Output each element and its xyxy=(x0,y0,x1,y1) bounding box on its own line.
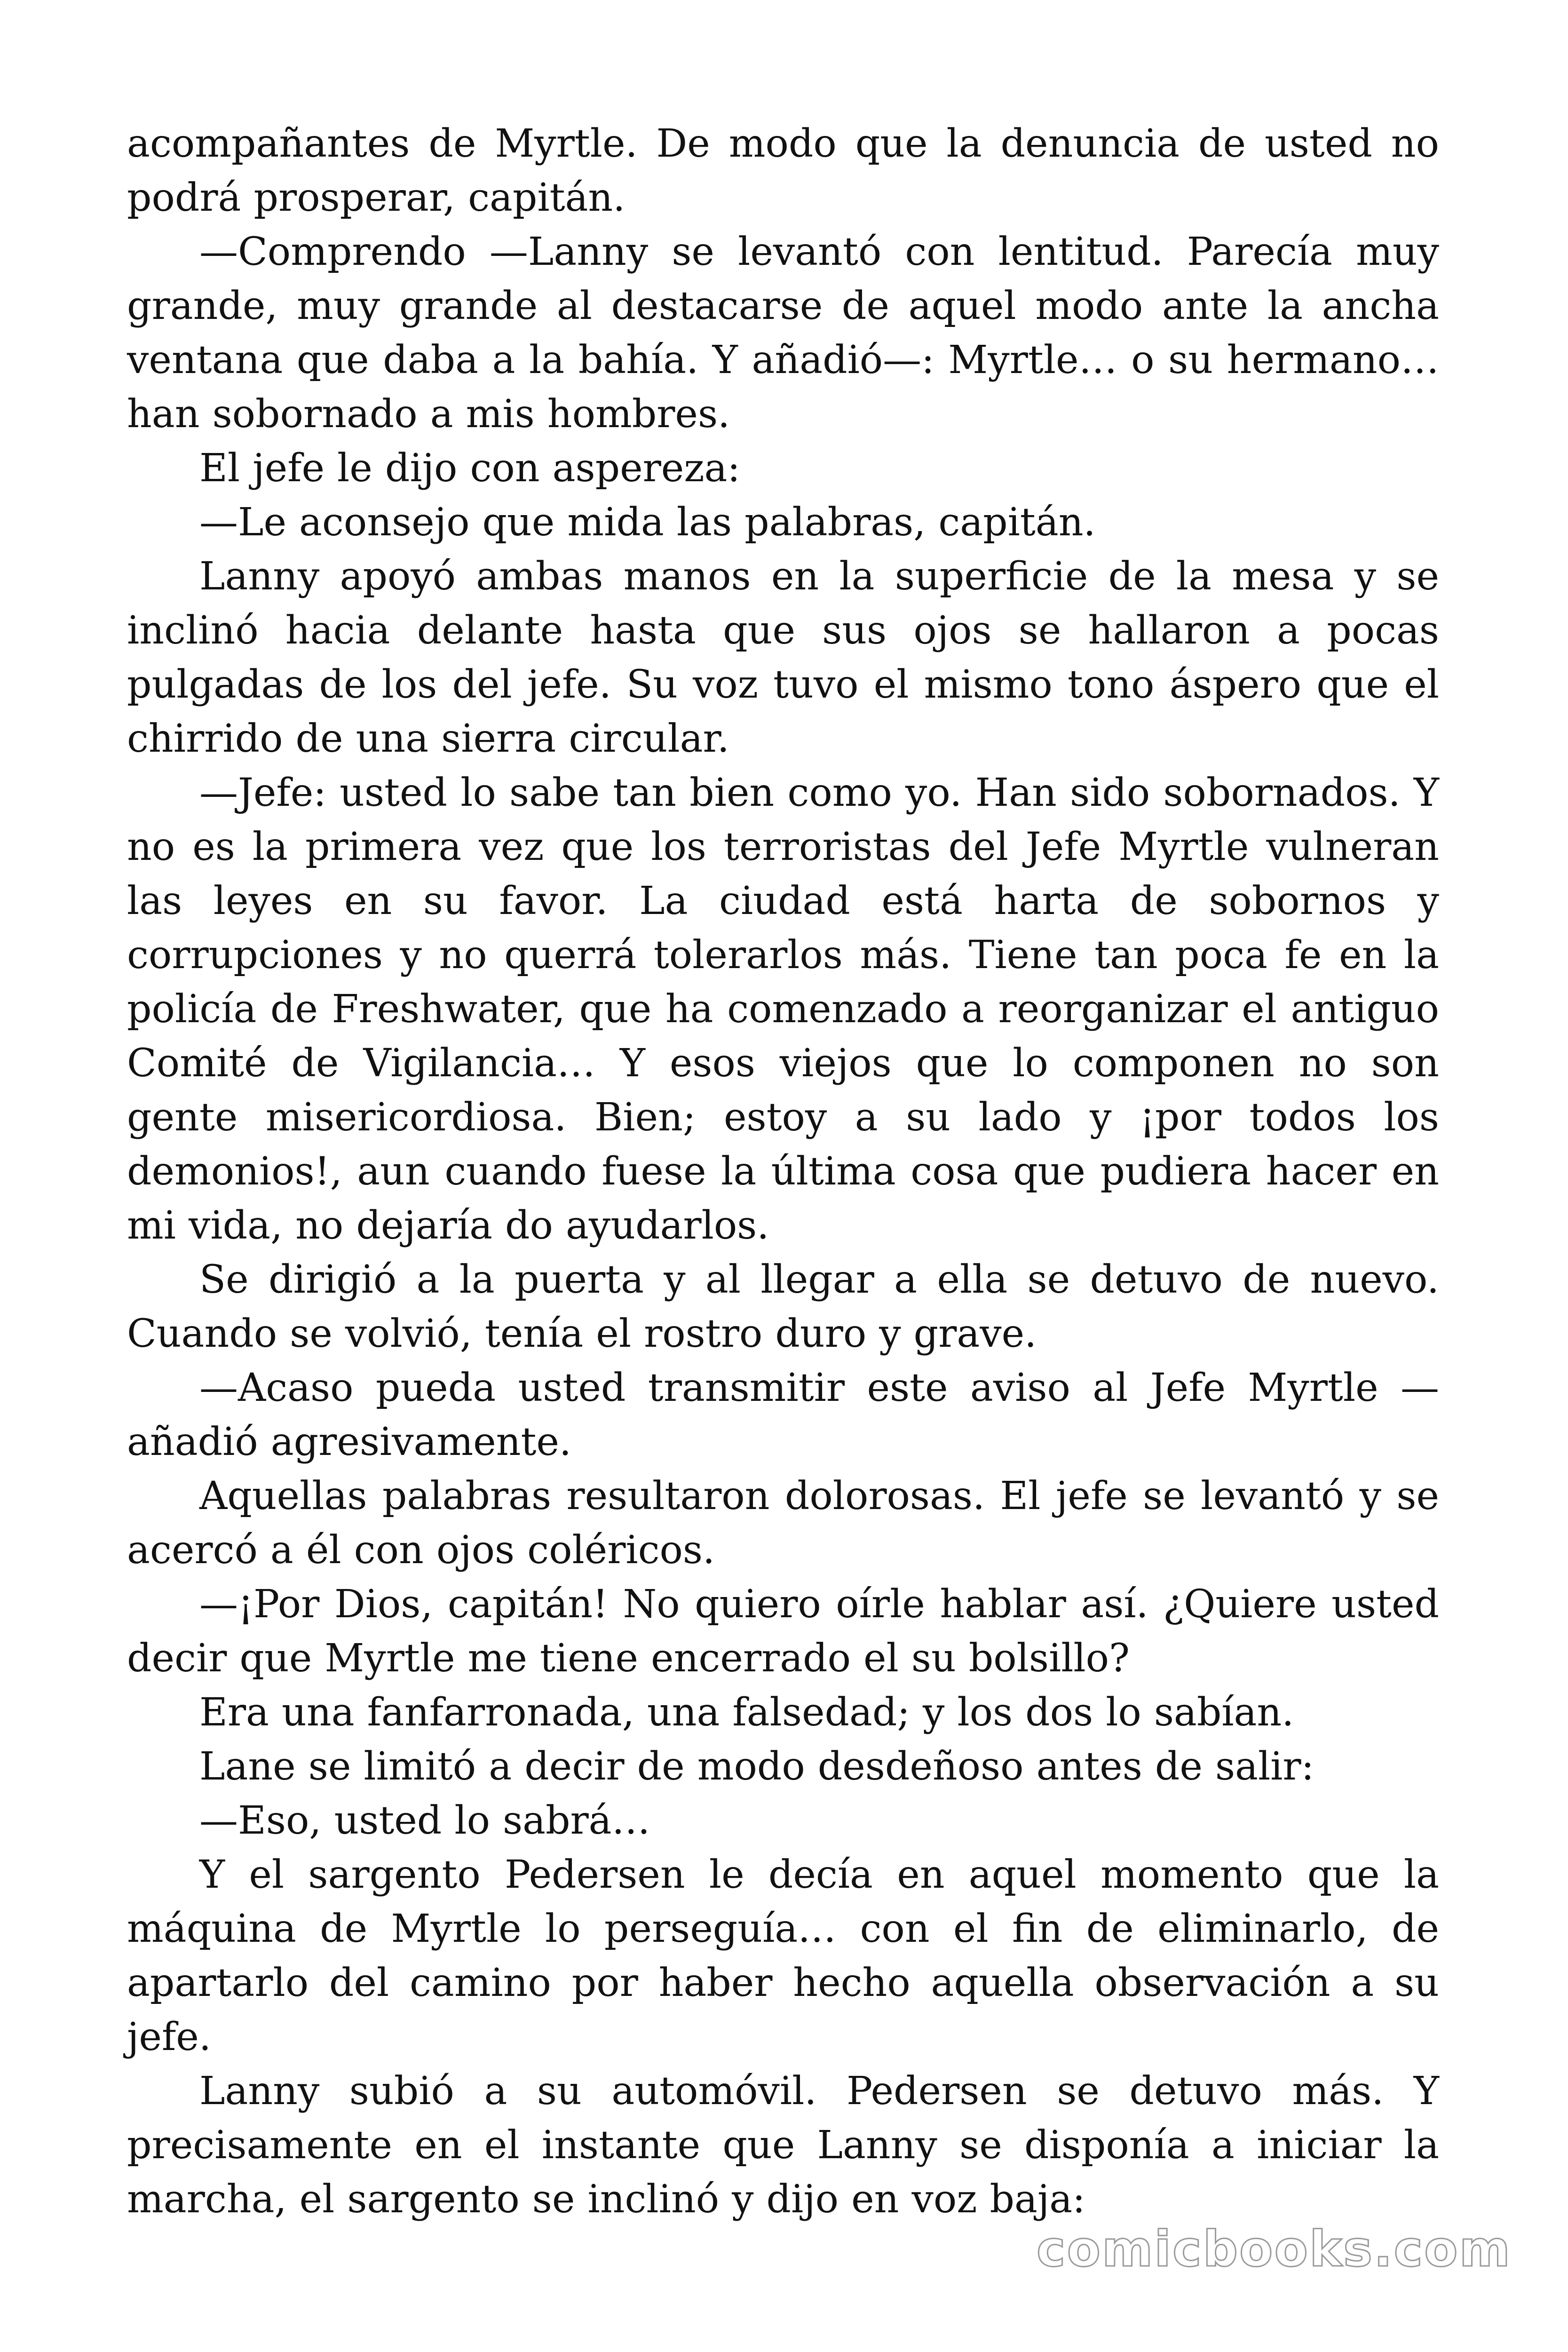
paragraph: Y el sargento Pedersen le decía en aquel momento que la máquina de Myrtle lo perseguía… con el fin de eliminarlo, de apartarlo del camino por haber hecho aquella observación a su jefe. xyxy=(127,1852,1439,2059)
paragraph: Lane se limitó a decir de modo desdeñoso antes de salir: xyxy=(199,1744,1315,1789)
paragraph: —Acaso pueda usted transmitir este aviso al Jefe Myrtle —añadió agresivamente. xyxy=(127,1366,1439,1464)
paragraph: acompañantes de Myrtle. De modo que la denuncia de usted no podrá prosperar, capitán. xyxy=(127,121,1439,220)
paragraph: —Comprendo —Lanny se levantó con lentitud. Parecía muy grande, muy grande al destacarse de aquel modo ante la ancha ventana que daba a la bahía. Y añadió—: Myrtle… o su hermano… han sobornado a mis hombres. xyxy=(127,230,1439,437)
paragraph: —Eso, usted lo sabrá… xyxy=(199,1798,650,1843)
paragraph: Se dirigió a la puerta y al llegar a ella se detuvo de nuevo. Cuando se volvió, tenía el rostro duro y grave. xyxy=(127,1257,1439,1356)
paragraph: —¡Por Dios, capitán! No quiero oírle hablar así. ¿Quiere usted decir que Myrtle me tiene encerrado el su bolsillo? xyxy=(127,1582,1439,1681)
watermark-logo: comicbooks.com xyxy=(1036,2220,1512,2278)
paragraph: Lanny apoyó ambas manos en la superficie de la mesa y se inclinó hacia delante hasta que sus ojos se hallaron a pocas pulgadas de los del jefe. Su voz tuvo el mismo tono áspero que el chirrido de una sierra circular. xyxy=(127,554,1439,761)
paragraph: El jefe le dijo con aspereza: xyxy=(199,446,741,491)
paragraph: Lanny subió a su automóvil. Pedersen se detuvo más. Y precisamente en el instante que Lanny se disponía a iniciar la marcha, el sargento se inclinó y dijo en voz baja: xyxy=(127,2069,1439,2222)
paragraph: Aquellas palabras resultaron dolorosas. El jefe se levantó y se acercó a él con ojos coléricos. xyxy=(127,1474,1439,1573)
paragraph: —Jefe: usted lo sabe tan bien como yo. Han sido sobornados. Y no es la primera vez que los terroristas del Jefe Myrtle vulneran las leyes en su favor. La ciudad está harta de sobornos y corrupciones y no querrá tolerarlos más. Tiene tan poca fe en la policía de Freshwater, que ha comenzado a reorganizar el antiguo Comité de Vigilancia… Y esos viejos que lo componen no son gente misericordiosa. Bien; estoy a su lado y ¡por todos los demonios!, aun cuando fuese la última cosa que pudiera hacer en mi vida, no dejaría do ayudarlos. xyxy=(127,771,1439,1248)
paragraph: —Le aconsejo que mida las palabras, capitán. xyxy=(199,500,1096,545)
page-body xyxy=(127,117,1439,2226)
paragraph: Era una fanfarronada, una falsedad; y los dos lo sabían. xyxy=(199,1690,1294,1735)
